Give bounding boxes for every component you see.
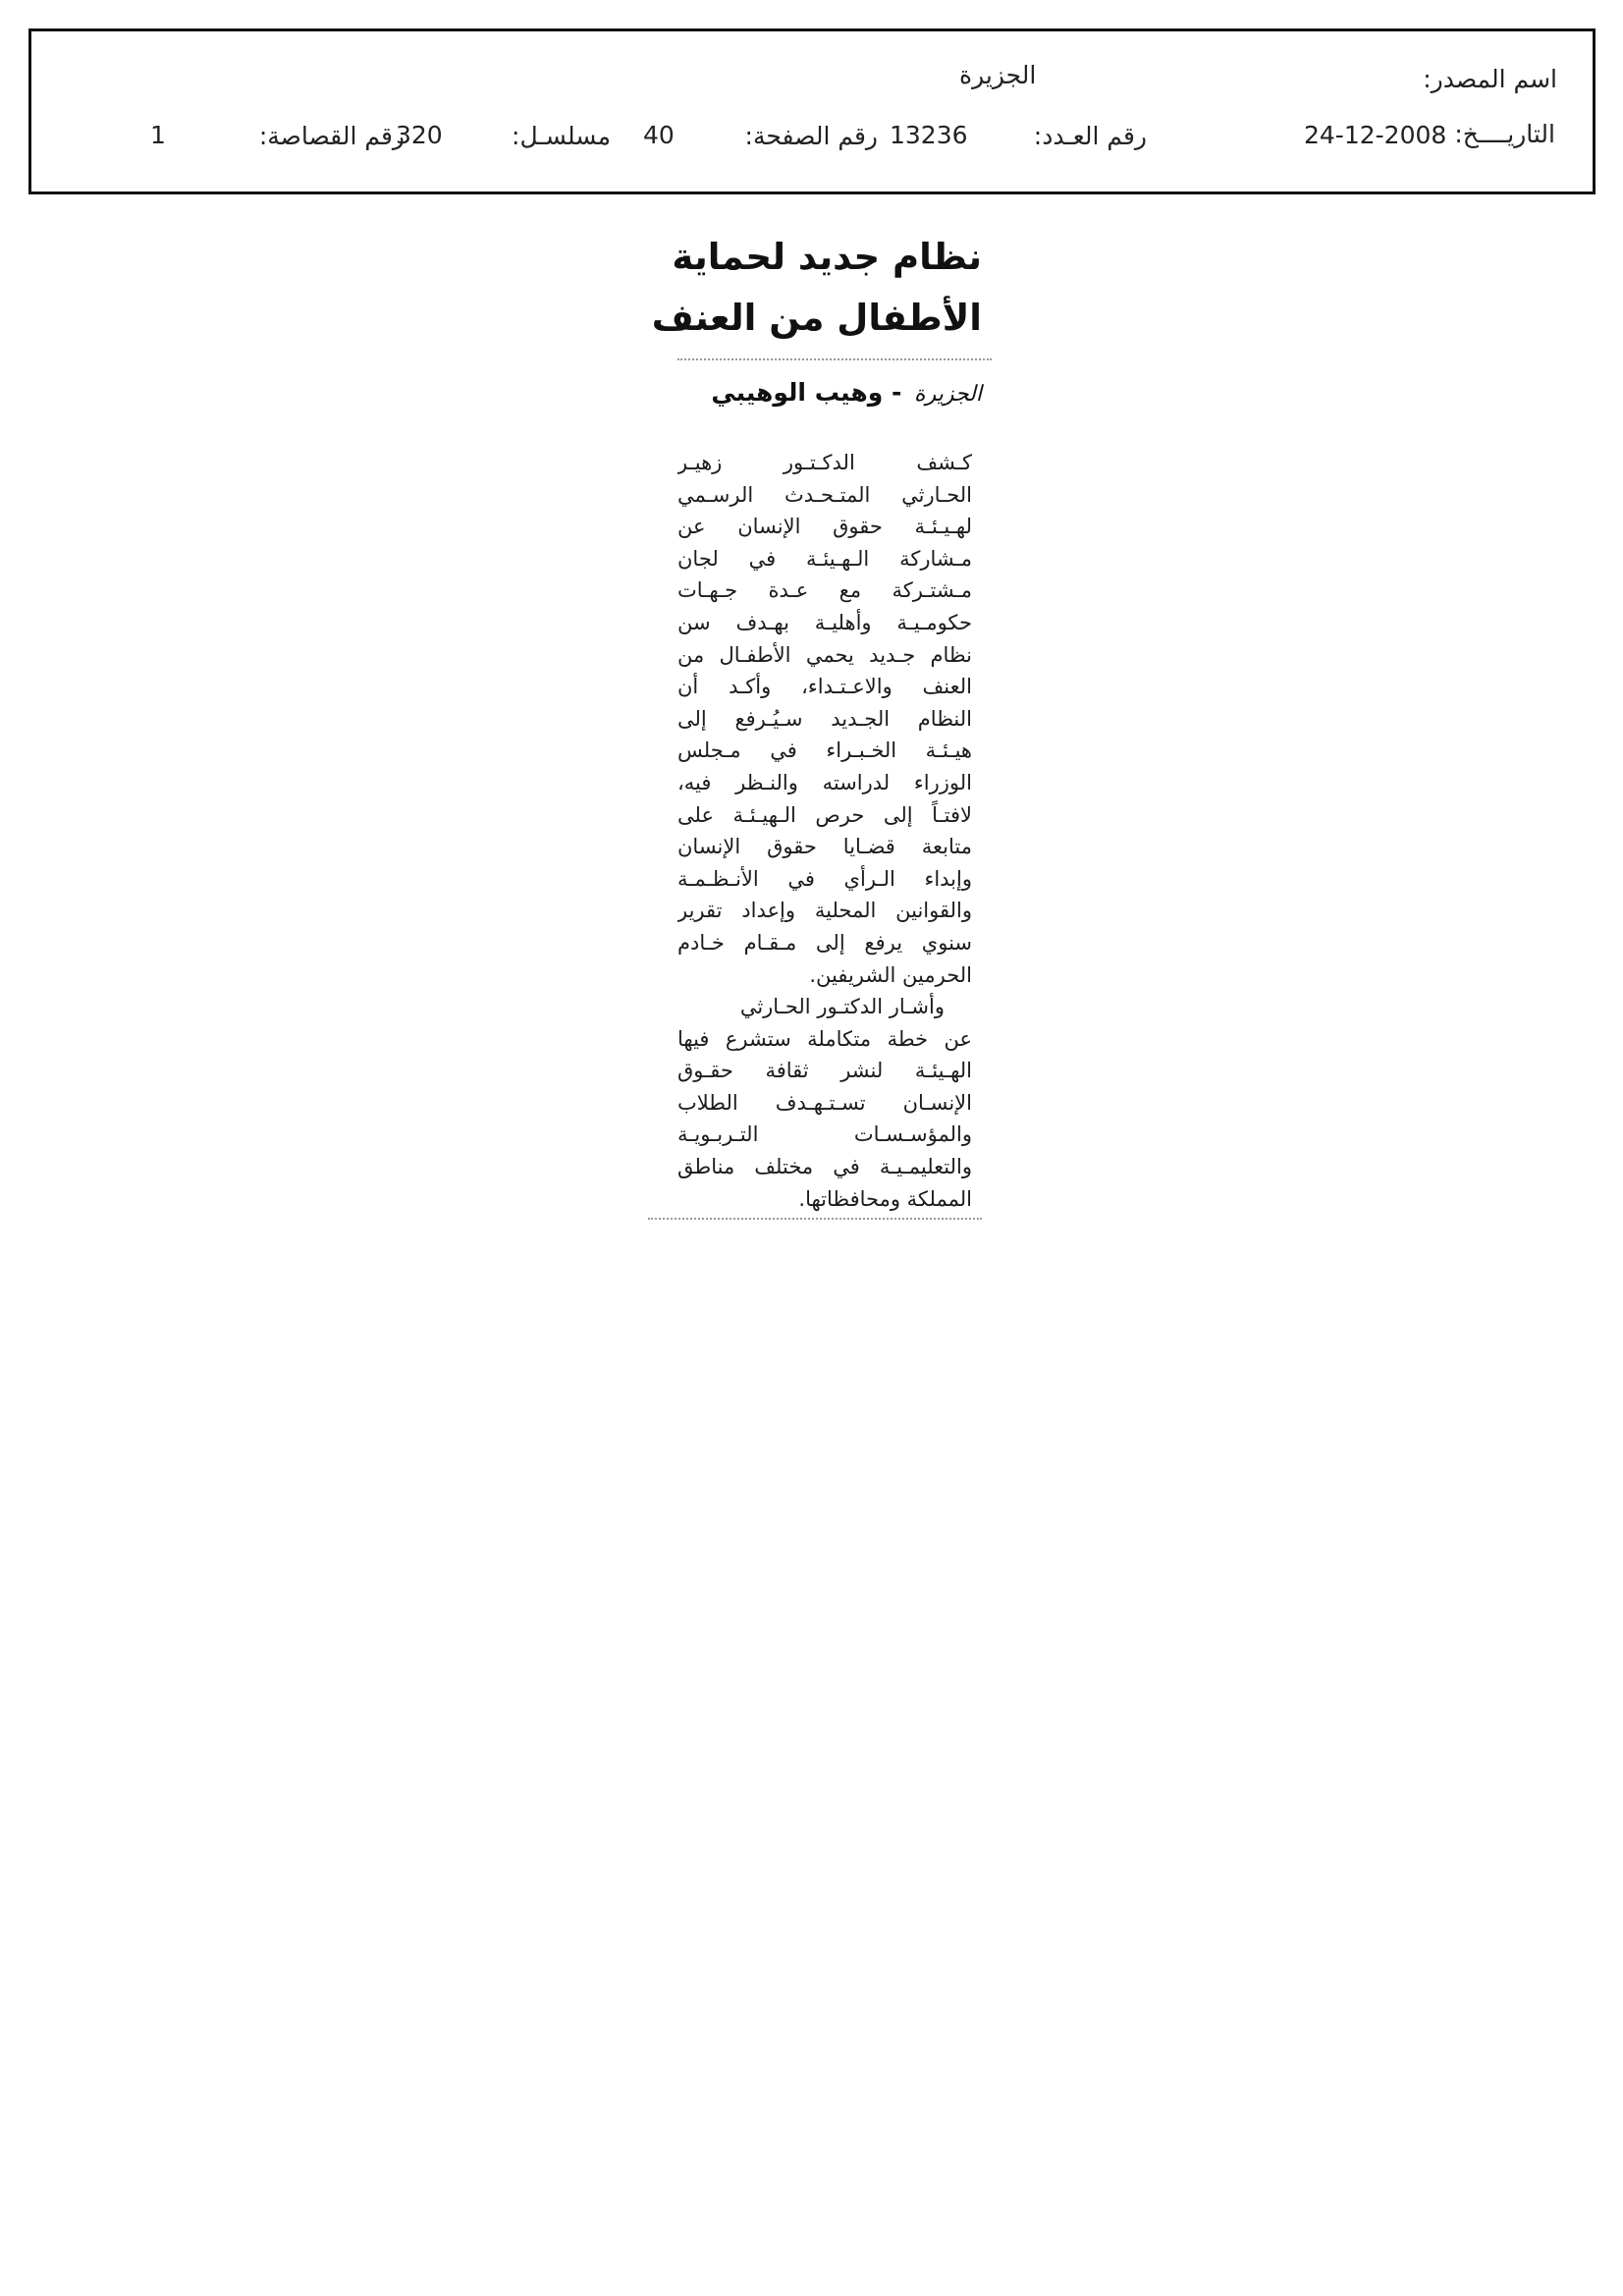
body-line: مـشاركة الـهـيئـة في لجان (677, 546, 972, 571)
body-line: وأشـار الدكتـور الحـارثي (739, 995, 945, 1019)
body-line: المملكة ومحافظاتها. (798, 1186, 972, 1211)
date-label: التاريــــخ: (1454, 120, 1555, 148)
serial-value: 320 (396, 121, 443, 149)
byline (711, 378, 982, 407)
body-line: الحرمين الشريفين. (809, 962, 972, 987)
body-line: سنوي يرفع إلى مـقـام خـادم (677, 930, 972, 955)
body-line: مـشتـركة مع عـدة جـهـات (677, 578, 972, 603)
byline-author: - وهيب الوهيبي (711, 378, 902, 407)
page-label: رقم الصفحة: (744, 122, 878, 150)
body-line: النظام الجـديد سـيُـرفع إلى (677, 706, 972, 731)
serial-label: مسلسـل: (512, 122, 611, 150)
body-line: الحـارثي المتـحـدث الرسـمي (677, 482, 972, 507)
body-line: وإبداء الـرأي في الأنـظـمـة (677, 866, 972, 891)
article-body (677, 447, 972, 1215)
body-line: لهـيـئـة حقوق الإنسان عن (677, 515, 972, 539)
body-line: الوزراء لدراسته والنـظر فيه، (677, 770, 972, 794)
body-line: والتعليمـيـة في مختلف مناطق (677, 1155, 972, 1179)
clip-value: 1 (150, 121, 166, 149)
source-label: اسم المصدر: (1423, 65, 1557, 93)
clipping-bottom-edge (648, 1218, 982, 1220)
body-line: هيـئـة الخـبـراء في مـجلس (677, 738, 972, 763)
body-line: عن خطة متكاملة ستشرع فيها (677, 1026, 972, 1051)
body-line: الهـيئـة لنشر ثقافة حقـوق (677, 1059, 972, 1083)
body-line: حكومـيـة وأهليـة بهـدف سن (677, 610, 972, 634)
body-line: كـشف الدكـتـور زهيـر (677, 451, 972, 474)
clipping-header (28, 28, 1596, 194)
clip-label: رقم القصاصة: (258, 122, 405, 150)
body-line: العنف والاعـتـداء، وأكـد أن (677, 675, 972, 699)
issue-value: 13236 (890, 121, 968, 149)
body-line: الإنسـان تسـتـهـدف الطلاب (677, 1090, 972, 1115)
source-value: الجزيرة (959, 61, 1037, 89)
page-value: 40 (643, 121, 675, 149)
body-line: والمؤسـسـات التـربـويـة (677, 1122, 972, 1147)
body-line: متابعة قضـايا حقوق الإنسان (677, 835, 972, 859)
body-line: والقوانين المحلية وإعداد تقرير (677, 899, 972, 923)
body-line: نظام جـديد يحمي الأطفـال من (677, 642, 972, 667)
headline-line-2: الأطفال من العنف (651, 297, 982, 339)
headline-divider (677, 358, 992, 360)
date-value: 24-12-2008 (1304, 121, 1447, 149)
headline-line-1: نظام جديد لحماية (672, 236, 982, 278)
issue-label: رقم العـدد: (1033, 122, 1147, 150)
byline-source-logo: الجزيرة (914, 382, 982, 407)
body-line: لافتـاً إلى حرص الـهيـئـة على (677, 802, 972, 827)
